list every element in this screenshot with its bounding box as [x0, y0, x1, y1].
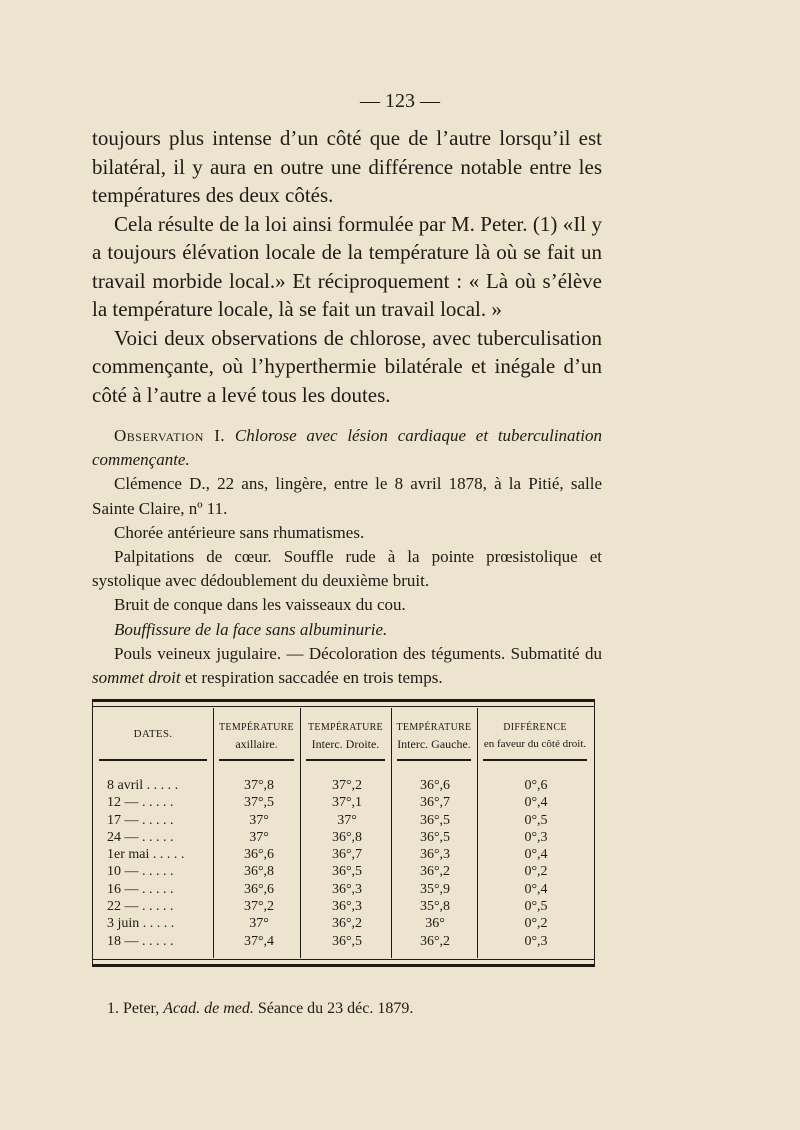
intro-paragraph-1: toujours plus intense d’un côté que de l’autre lorsqu’il est bilatéral, il y aura en outre une différence notable entre les températures des deux côtés.: [92, 126, 602, 207]
table-row: [93, 933, 594, 950]
footnote: 1. Peter, Acad. de med. Séance du 23 déc. 1879.: [107, 1000, 414, 1017]
row-date: 24 — . . . . .: [107, 829, 174, 845]
page-number: — 123 —: [360, 90, 440, 112]
cell-difference: 0°,5: [524, 899, 548, 915]
row-date: 17 — . . . . .: [107, 812, 174, 828]
observation-title: Chlorose avec lésion cardiaque et tuberculination commençante.: [92, 426, 603, 470]
cell-gauche: 35°,8: [419, 899, 451, 915]
row-date: 10 — . . . . .: [107, 864, 174, 880]
table-row: [93, 829, 594, 846]
cell-gauche: 36°,2: [419, 864, 451, 880]
cell-droite: 36°,3: [331, 899, 363, 915]
cell-gauche: 36°,3: [419, 847, 451, 863]
cell-gauche: 36°,5: [419, 829, 451, 845]
cell-difference: 0°,4: [524, 881, 548, 897]
table-row: [93, 881, 594, 898]
observation-label: Observation I.: [114, 426, 226, 445]
observation-section: [92, 424, 602, 690]
cell-axillaire: 36°,8: [243, 864, 275, 880]
cell-difference: 0°,6: [524, 778, 548, 793]
header-droite: TEMPÉRATURE Interc. Droite.: [308, 722, 383, 751]
table-row: [93, 777, 594, 794]
table-row: [93, 915, 594, 932]
row-date: 22 — . . . . .: [107, 899, 174, 915]
intro-paragraph-3: Voici deux observations de chlorose, avec tuberculisation commençante, où l’hyperthermie bilatérale et inégale d’un côté à l’autre a levé tous les doutes.: [92, 325, 602, 407]
cell-axillaire: 37°: [249, 916, 269, 932]
table-row: [93, 794, 594, 811]
cell-gauche: 36°: [425, 916, 445, 932]
header-gauche: TEMPÉRATURE Interc. Gauche.: [396, 722, 472, 751]
intro-text: [92, 124, 602, 409]
temperature-table: [92, 699, 595, 967]
cell-droite: 36°,3: [331, 881, 363, 897]
cell-droite: 37°: [337, 812, 357, 828]
observation-line: Bruit de conque dans les vaisseaux du cou.: [114, 595, 406, 615]
cell-axillaire: 37°: [249, 829, 269, 845]
cell-difference: 0°,4: [524, 795, 548, 811]
header-axillaire: TEMPÉRATURE axillaire.: [219, 722, 294, 751]
row-date: 3 juin . . . . .: [107, 916, 175, 932]
cell-droite: 36°,5: [331, 933, 363, 949]
cell-droite: 36°,5: [331, 864, 363, 880]
table-body: [93, 777, 594, 950]
observation-heading: [92, 424, 602, 472]
row-date: 1er mai . . . . .: [107, 847, 185, 863]
cell-axillaire: 37°,5: [243, 795, 275, 811]
cell-difference: 0°,5: [524, 812, 548, 828]
row-date: 16 — . . . . .: [107, 881, 174, 897]
cell-difference: 0°,2: [524, 916, 548, 932]
observation-line: Pouls veineux jugulaire. — Décoloration des téguments. Submatité du sommet droit et respiration saccadée en trois temps.: [92, 643, 602, 688]
cell-gauche: 36°,2: [419, 933, 451, 949]
cell-difference: 0°,3: [524, 933, 548, 949]
cell-difference: 0°,2: [524, 864, 548, 880]
cell-gauche: 36°,5: [419, 812, 451, 828]
cell-droite: 36°,2: [331, 916, 363, 932]
observation-line: Chorée antérieure sans rhumatismes.: [114, 522, 365, 542]
header-dates: DATES.: [133, 728, 173, 740]
observation-line: Clémence D., 22 ans, lingère, entre le 8 avril 1878, à la Pitié, salle Sainte Claire, nº 11.: [92, 474, 602, 518]
cell-gauche: 36°,6: [419, 778, 451, 793]
cell-axillaire: 36°,6: [243, 881, 275, 897]
cell-axillaire: 36°,6: [243, 847, 275, 863]
cell-axillaire: 37°,2: [243, 899, 275, 915]
header-difference: DIFFÉRENCE en faveur du côté droit.: [483, 722, 587, 750]
cell-difference: 0°,3: [524, 829, 548, 845]
cell-gauche: 36°,7: [419, 795, 451, 811]
observation-line: Palpitations de cœur. Souffle rude à la pointe prœsistolique et systolique avec dédoublement du deuxième bruit.: [92, 547, 602, 591]
cell-droite: 37°,2: [331, 778, 363, 793]
cell-droite: 37°,1: [331, 795, 363, 811]
cell-droite: 36°,8: [331, 829, 363, 845]
cell-axillaire: 37°,4: [243, 933, 275, 949]
row-date: 12 — . . . . .: [107, 795, 174, 811]
cell-axillaire: 37°,8: [243, 778, 275, 793]
cell-droite: 36°,7: [331, 847, 363, 863]
table-row: [93, 898, 594, 915]
intro-paragraph-2: Cela résulte de la loi ainsi formulée par M. Peter. (1) «Il y a toujours élévation locale de la température là où se fait un travail morbide local.» Et réciproquement : « Là où s’élève la température locale, là se fait un travail local. »: [92, 211, 602, 321]
cell-axillaire: 37°: [249, 812, 269, 828]
row-date: 18 — . . . . .: [107, 933, 174, 949]
table-row: [93, 812, 594, 829]
observation-line: Bouffissure de la face sans albuminurie.: [114, 619, 388, 639]
row-date: 8 avril . . . . .: [107, 778, 179, 793]
cell-difference: 0°,4: [524, 847, 548, 863]
table-row: [93, 863, 594, 880]
table-row: [93, 846, 594, 863]
cell-gauche: 35°,9: [419, 881, 451, 897]
